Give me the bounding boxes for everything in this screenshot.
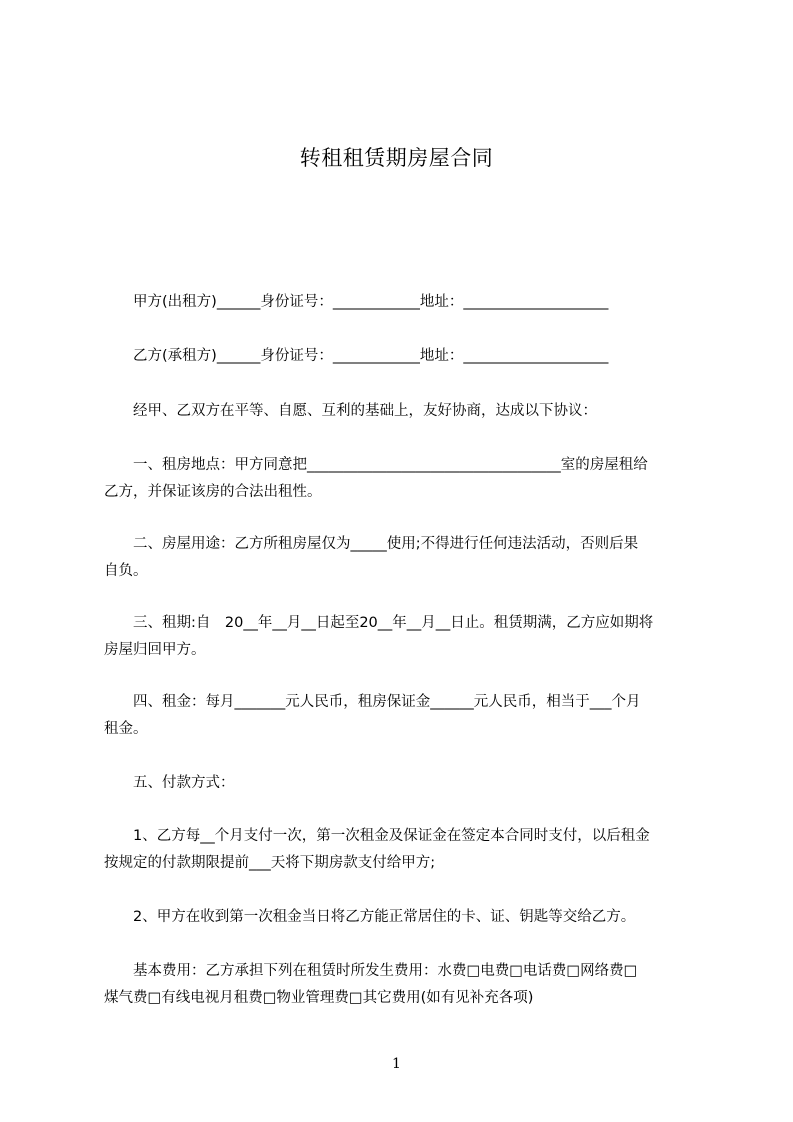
- clause-3-line-1: 三、租期:自 20__年__月__日起至20__年__月__日止。租赁期满，乙方应如期将: [104, 615, 654, 631]
- party-a-line: 甲方(出租方)______身份证号：____________地址：____________________: [104, 294, 609, 310]
- basic-fees-line-2: 煤气费□有线电视月租费□物业管理费□其它费用(如有见补充各项): [104, 990, 534, 1006]
- party-b-line: 乙方(承租方)______身份证号：____________地址：____________________: [104, 348, 609, 364]
- page-title: 转租租赁期房屋合同: [299, 146, 494, 170]
- payment-item-1-line-1: 1、乙方每__个月支付一次，第一次租金及保证金在签定本合同时支付，以后租金: [104, 828, 650, 844]
- clause-2-line-2: 自负。: [104, 563, 148, 579]
- clause-2-line-1: 二、房屋用途：乙方所租房屋仅为_____使用;不得进行任何违法活动，否则后果: [104, 536, 639, 552]
- clause-4-line-2: 租金。: [104, 721, 148, 737]
- basic-fees-line-1: 基本费用：乙方承担下列在租赁时所发生费用：水费□电费□电话费□网络费□: [104, 963, 638, 979]
- clause-1-line-2: 乙方，并保证该房的合法出租性。: [104, 484, 322, 500]
- clause-3-line-2: 房屋归回甲方。: [104, 642, 206, 658]
- clause-4-line-1: 四、租金：每月_______元人民币，租房保证金______元人民币，相当于___个月: [104, 694, 641, 710]
- clause-1-line-1: 一、租房地点：甲方同意把___________________________________室的房屋租给: [104, 457, 648, 473]
- agreement-intro: 经甲、乙双方在平等、自愿、互利的基础上，友好协商，达成以下协议：: [104, 403, 597, 419]
- payment-item-1-line-2: 按规定的付款期限提前___天将下期房款支付给甲方;: [104, 855, 436, 871]
- page-number: 1: [392, 1056, 401, 1072]
- payment-item-2: 2、甲方在收到第一次租金当日将乙方能正常居住的卡、证、钥匙等交给乙方。: [104, 909, 636, 925]
- clause-5-heading: 五、付款方式：: [104, 775, 235, 791]
